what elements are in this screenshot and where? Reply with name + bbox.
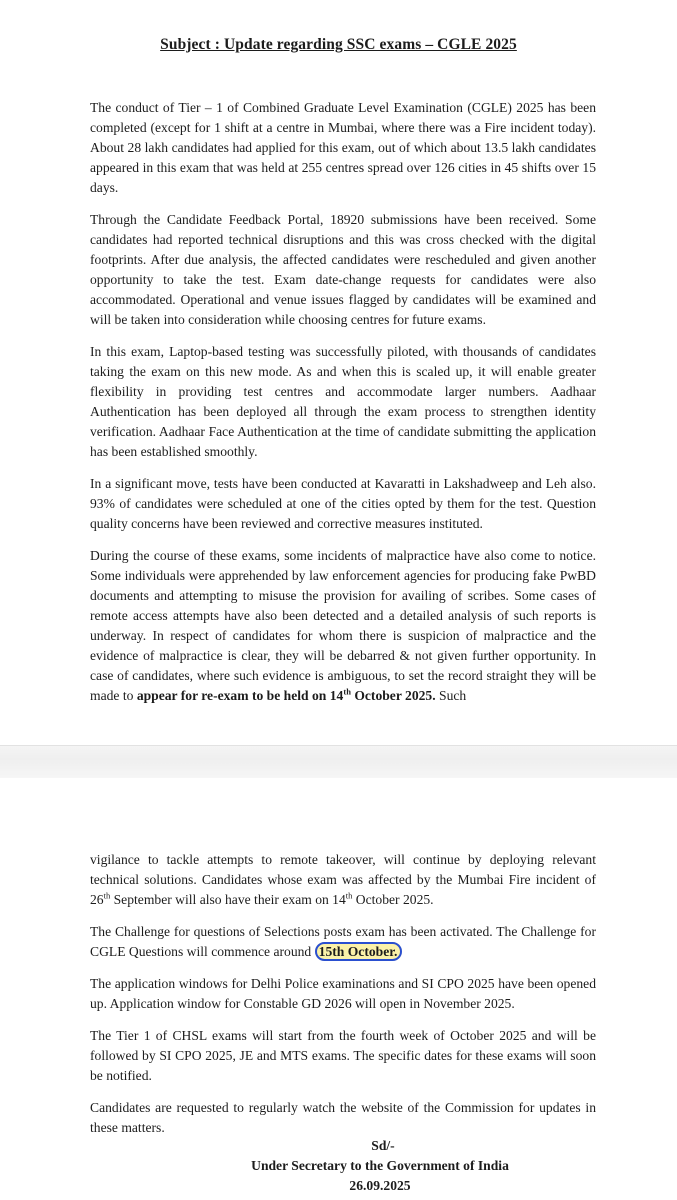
malpractice-continuation: Such bbox=[435, 688, 467, 703]
vigilance-text-a: vigilance to tackle attempts to remote takeover, will continue by deploying relevant technical solutions. Candidates whose exam was affected by the Mumbai Fire incident of 26 bbox=[90, 852, 596, 907]
page-separator bbox=[0, 745, 677, 780]
ordinal-suffix: th bbox=[343, 686, 351, 697]
paragraph-vigilance bbox=[90, 850, 596, 910]
highlighted-date: 15th October. bbox=[315, 942, 403, 961]
signature-block bbox=[0, 1136, 677, 1196]
paragraph-feedback-portal: Through the Candidate Feedback Portal, 18920 submissions have been received. Some candidates had reported technical disruptions and this was cross checked with the digital footprints. After due analysis, the affected candidates were rescheduled and given another opportunity to take the test. Exam date-change requests for candidates were also accommodated. Operational and venue issues flagged by candidates will be examined and will be taken into consideration while choosing centres for future exams. bbox=[90, 212, 596, 327]
paragraph-chsl-schedule: The Tier 1 of CHSL exams will start from the fourth week of October 2025 and will be followed by SI CPO 2025, JE and MTS exams. The specific dates for these exams will soon be notified. bbox=[90, 1028, 596, 1083]
paragraph-application-windows: The application windows for Delhi Police examinations and SI CPO 2025 have been opened up. Application window for Constable GD 2026 will open in November 2025. bbox=[90, 976, 596, 1011]
paragraph-malpractice bbox=[90, 546, 596, 706]
re-exam-text: appear for re-exam to be held on 14 bbox=[136, 688, 344, 703]
re-exam-notice bbox=[137, 688, 436, 703]
signature-date: 26.09.2025 bbox=[349, 1178, 411, 1193]
challenge-text: The Challenge for questions of Selections posts exam has been activated. The Challenge for CGLE Questions will commence around bbox=[90, 924, 596, 959]
ordinal-suffix: th bbox=[103, 890, 111, 901]
paragraph-challenge bbox=[90, 922, 596, 962]
signatory-designation: Under Secretary to the Government of India bbox=[251, 1158, 509, 1173]
re-exam-date: October 2025. bbox=[350, 688, 436, 703]
paragraph-cgle-conduct: The conduct of Tier – 1 of Combined Graduate Level Examination (CGLE) 2025 has been completed (except for 1 shift at a centre in Mumbai, where there was a Fire incident today). About 28 lakh candidates had applied for this exam, out of which about 13.5 lakh candidates appeared in this exam that was held at 255 centres spread over 126 cities in 45 shifts over 15 days. bbox=[90, 100, 596, 195]
paragraph-laptop-testing: In this exam, Laptop-based testing was successfully piloted, with thousands of candidates taking the exam on this new mode. As and when this is scaled up, it will enable greater flexibility in providing test centres and accommodate larger numbers. Aadhaar Authentication has been deployed all through the exam process to strengthen identity verification. Aadhaar Face Authentication at the time of candidate submitting the application has been established smoothly. bbox=[90, 344, 596, 459]
page-1-body bbox=[90, 98, 596, 718]
signature-sd: Sd/- bbox=[371, 1138, 395, 1153]
ordinal-suffix: th bbox=[345, 890, 353, 901]
page-2-body bbox=[90, 850, 596, 1150]
document-subject: Subject : Update regarding SSC exams – CGLE 2025 bbox=[160, 36, 517, 53]
malpractice-text: During the course of these exams, some incidents of malpractice have also come to notice. Some individuals were apprehended by law enforcement agencies for producing fake PwBD documents and attempting to misuse the provision for availing of scribes. Some cases of remote access attempts have also been detected and a detailed analysis of such reports is underway. In respect of candidates for whom there is suspicion of malpractice and the evidence of malpractice is clear, they will be debarred & not given further opportunity. In case of candidates, where such evidence is ambiguous, to set the record straight they will be made to bbox=[90, 548, 596, 703]
paragraph-kavaratti-leh: In a significant move, tests have been conducted at Kavaratti in Lakshadweep and Leh also. 93% of candidates were scheduled at one of the cities opted by them for the test. Question quality concerns have been reviewed and corrective measures instituted. bbox=[90, 476, 596, 531]
vigilance-text-c: October 2025. bbox=[352, 892, 434, 907]
paragraph-website-notice: Candidates are requested to regularly watch the website of the Commission for updates in these matters. bbox=[90, 1100, 596, 1135]
document-page-2 bbox=[0, 778, 677, 1200]
vigilance-text-b: September will also have their exam on 14 bbox=[110, 892, 346, 907]
